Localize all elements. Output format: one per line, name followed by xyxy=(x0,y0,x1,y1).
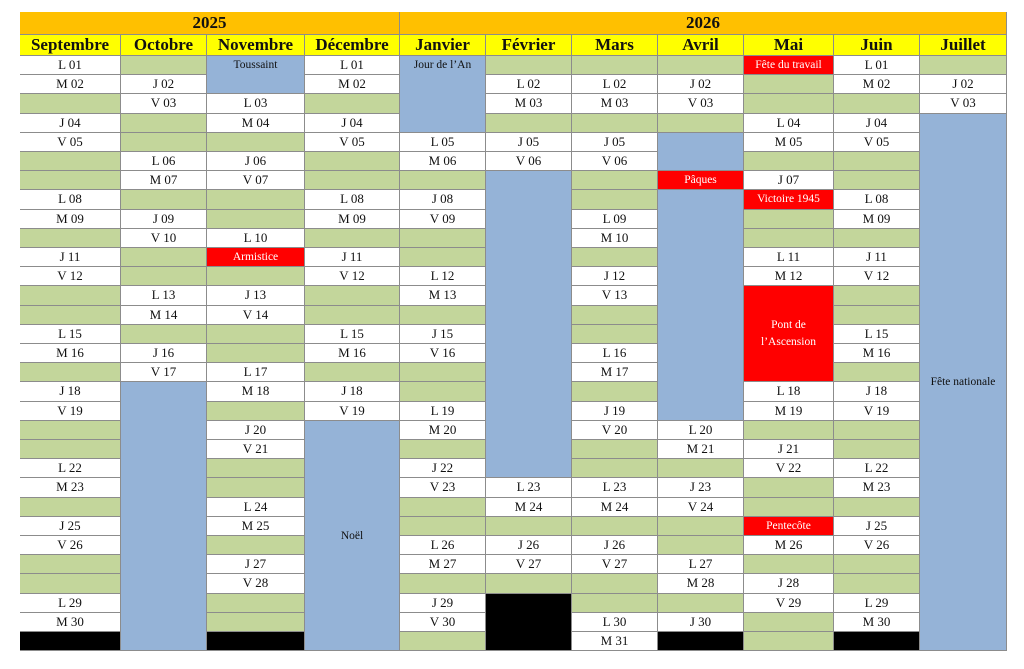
day-cell: M 25 xyxy=(207,517,305,536)
day-cell: M 23 xyxy=(20,478,121,498)
day-cell: J 25 xyxy=(834,517,920,536)
day-cell: L 23 xyxy=(486,478,572,498)
day-cell: M 03 xyxy=(486,94,572,114)
day-cell: L 04 xyxy=(744,114,834,133)
day-cell: L 24 xyxy=(207,498,305,517)
day-cell: L 29 xyxy=(834,594,920,613)
day-cell: L 27 xyxy=(658,555,744,574)
day-cell: V 14 xyxy=(207,306,305,325)
weekend-cell xyxy=(305,306,400,325)
day-cell: L 29 xyxy=(20,594,121,613)
day-cell: V 03 xyxy=(658,94,744,114)
weekend-cell xyxy=(834,555,920,574)
day-cell: V 24 xyxy=(658,498,744,517)
day-cell: L 02 xyxy=(486,75,572,94)
weekend-cell xyxy=(20,440,121,459)
day-cell: V 27 xyxy=(572,555,658,574)
day-cell: V 19 xyxy=(834,402,920,421)
weekend-cell xyxy=(20,306,121,325)
day-cell: J 16 xyxy=(121,344,207,363)
day-cell: M 09 xyxy=(305,210,400,229)
holiday-period-cell xyxy=(486,171,572,478)
day-cell: M 03 xyxy=(572,94,658,114)
weekend-cell xyxy=(744,421,834,440)
weekend-cell xyxy=(207,594,305,613)
day-cell: V 06 xyxy=(486,152,572,171)
weekend-cell xyxy=(207,459,305,478)
weekend-cell xyxy=(400,363,486,382)
weekend-cell xyxy=(305,94,400,114)
day-cell: M 24 xyxy=(572,498,658,517)
public-holiday-cell: Pentecôte xyxy=(744,517,834,536)
weekend-cell xyxy=(572,56,658,75)
day-cell: J 30 xyxy=(658,613,744,632)
day-cell: L 15 xyxy=(20,325,121,344)
weekend-cell xyxy=(400,171,486,190)
weekend-cell xyxy=(744,152,834,171)
weekend-cell xyxy=(486,114,572,133)
day-cell: J 09 xyxy=(121,210,207,229)
day-cell: V 20 xyxy=(572,421,658,440)
day-cell: V 10 xyxy=(121,229,207,248)
day-cell: L 09 xyxy=(572,210,658,229)
weekend-cell xyxy=(744,229,834,248)
day-cell: V 09 xyxy=(400,210,486,229)
day-cell: L 26 xyxy=(400,536,486,555)
weekend-cell xyxy=(20,421,121,440)
day-cell: J 22 xyxy=(400,459,486,478)
weekend-cell xyxy=(834,171,920,190)
day-cell: J 04 xyxy=(305,114,400,133)
empty-cell xyxy=(834,632,920,651)
day-cell: L 06 xyxy=(121,152,207,171)
holiday-period-cell xyxy=(658,133,744,171)
day-cell: J 02 xyxy=(920,75,1007,94)
day-cell: J 18 xyxy=(20,382,121,402)
day-cell: M 13 xyxy=(400,286,486,306)
day-cell: M 28 xyxy=(658,574,744,594)
day-cell: J 27 xyxy=(207,555,305,574)
weekend-cell xyxy=(121,114,207,133)
day-cell: V 07 xyxy=(207,171,305,190)
month-header: Juin xyxy=(834,35,920,56)
weekend-cell xyxy=(572,190,658,210)
day-cell: L 23 xyxy=(572,478,658,498)
weekend-cell xyxy=(400,517,486,536)
weekend-cell xyxy=(658,56,744,75)
weekend-cell xyxy=(305,171,400,190)
weekend-cell xyxy=(572,382,658,402)
day-cell: J 19 xyxy=(572,402,658,421)
day-cell: J 11 xyxy=(834,248,920,267)
day-cell: L 30 xyxy=(572,613,658,632)
day-cell: M 19 xyxy=(744,402,834,421)
weekend-cell xyxy=(305,363,400,382)
day-cell: J 21 xyxy=(744,440,834,459)
day-cell: L 20 xyxy=(658,421,744,440)
day-cell: V 28 xyxy=(207,574,305,594)
weekend-cell xyxy=(744,75,834,94)
day-cell: J 05 xyxy=(486,133,572,152)
weekend-cell xyxy=(834,574,920,594)
weekend-cell xyxy=(572,440,658,459)
empty-cell xyxy=(658,632,744,651)
day-cell: L 05 xyxy=(400,133,486,152)
day-cell: L 08 xyxy=(20,190,121,210)
month-header: Novembre xyxy=(207,35,305,56)
day-cell: M 04 xyxy=(207,114,305,133)
weekend-cell xyxy=(207,133,305,152)
month-header: Décembre xyxy=(305,35,400,56)
day-cell: J 02 xyxy=(658,75,744,94)
weekend-cell xyxy=(834,421,920,440)
weekend-cell xyxy=(486,517,572,536)
public-holiday-cell: Pâques xyxy=(658,171,744,190)
public-holiday-cell: Armistice xyxy=(207,248,305,267)
day-cell: M 16 xyxy=(834,344,920,363)
day-cell: J 06 xyxy=(207,152,305,171)
weekend-cell xyxy=(20,286,121,306)
month-header: Mai xyxy=(744,35,834,56)
day-cell: V 29 xyxy=(744,594,834,613)
day-cell: M 06 xyxy=(400,152,486,171)
day-cell: V 03 xyxy=(920,94,1007,114)
day-cell: V 05 xyxy=(305,133,400,152)
holiday-period-cell: Toussaint xyxy=(207,56,305,94)
day-cell: L 15 xyxy=(305,325,400,344)
day-cell: M 09 xyxy=(834,210,920,229)
day-cell: J 11 xyxy=(305,248,400,267)
weekend-cell xyxy=(20,229,121,248)
day-cell: M 17 xyxy=(572,363,658,382)
weekend-cell xyxy=(207,325,305,344)
weekend-cell xyxy=(207,344,305,363)
day-cell: L 13 xyxy=(121,286,207,306)
weekend-cell xyxy=(658,536,744,555)
day-cell: J 26 xyxy=(486,536,572,555)
day-cell: M 02 xyxy=(20,75,121,94)
day-cell: V 05 xyxy=(20,133,121,152)
day-cell: L 08 xyxy=(834,190,920,210)
day-cell: L 19 xyxy=(400,402,486,421)
public-holiday-cell: Fête du travail xyxy=(744,56,834,75)
day-cell: J 07 xyxy=(744,171,834,190)
day-cell: J 18 xyxy=(834,382,920,402)
weekend-cell xyxy=(400,229,486,248)
school-calendar-table xyxy=(20,12,1007,654)
day-cell: V 12 xyxy=(834,267,920,286)
weekend-cell xyxy=(744,613,834,632)
day-cell: V 05 xyxy=(834,133,920,152)
day-cell: V 26 xyxy=(20,536,121,555)
day-cell: J 20 xyxy=(207,421,305,440)
weekend-cell xyxy=(20,574,121,594)
year-header-2026: 2026 xyxy=(400,12,1007,35)
day-cell: M 26 xyxy=(744,536,834,555)
weekend-cell xyxy=(207,267,305,286)
day-cell: V 12 xyxy=(20,267,121,286)
weekend-cell xyxy=(572,114,658,133)
day-cell: V 19 xyxy=(305,402,400,421)
weekend-cell xyxy=(834,152,920,171)
day-cell: L 03 xyxy=(207,94,305,114)
day-cell: V 30 xyxy=(400,613,486,632)
weekend-cell xyxy=(207,210,305,229)
month-header: Avril xyxy=(658,35,744,56)
weekend-cell xyxy=(834,306,920,325)
weekend-cell xyxy=(744,94,834,114)
day-cell: V 16 xyxy=(400,344,486,363)
day-cell: L 22 xyxy=(20,459,121,478)
weekend-cell xyxy=(572,594,658,613)
day-cell: J 18 xyxy=(305,382,400,402)
weekend-cell xyxy=(121,133,207,152)
day-cell: J 15 xyxy=(400,325,486,344)
day-cell: L 08 xyxy=(305,190,400,210)
day-cell: J 05 xyxy=(572,133,658,152)
weekend-cell xyxy=(305,229,400,248)
weekend-cell xyxy=(207,402,305,421)
weekend-cell xyxy=(400,440,486,459)
weekend-cell xyxy=(121,325,207,344)
weekend-cell xyxy=(572,248,658,267)
weekend-cell xyxy=(207,613,305,632)
weekend-cell xyxy=(305,152,400,171)
weekend-cell xyxy=(400,382,486,402)
day-cell: V 27 xyxy=(486,555,572,574)
day-cell: M 24 xyxy=(486,498,572,517)
weekend-cell xyxy=(744,555,834,574)
month-header: Octobre xyxy=(121,35,207,56)
day-cell: L 18 xyxy=(744,382,834,402)
weekend-cell xyxy=(121,267,207,286)
weekend-cell xyxy=(20,152,121,171)
day-cell: V 21 xyxy=(207,440,305,459)
day-cell: J 13 xyxy=(207,286,305,306)
weekend-cell xyxy=(20,498,121,517)
day-cell: M 05 xyxy=(744,133,834,152)
day-cell: L 11 xyxy=(744,248,834,267)
weekend-cell xyxy=(400,498,486,517)
day-cell: M 14 xyxy=(121,306,207,325)
weekend-cell xyxy=(834,498,920,517)
day-cell: J 08 xyxy=(400,190,486,210)
day-cell: L 17 xyxy=(207,363,305,382)
day-cell: M 12 xyxy=(744,267,834,286)
empty-cell xyxy=(20,632,121,651)
day-cell: J 28 xyxy=(744,574,834,594)
day-cell: V 06 xyxy=(572,152,658,171)
day-cell: M 10 xyxy=(572,229,658,248)
weekend-cell xyxy=(658,517,744,536)
day-cell: J 04 xyxy=(20,114,121,133)
day-cell: J 11 xyxy=(20,248,121,267)
month-header: Septembre xyxy=(20,35,121,56)
day-cell: J 12 xyxy=(572,267,658,286)
day-cell: V 12 xyxy=(305,267,400,286)
weekend-cell xyxy=(658,114,744,133)
weekend-cell xyxy=(744,478,834,498)
month-header: Mars xyxy=(572,35,658,56)
day-cell: V 13 xyxy=(572,286,658,306)
weekend-cell xyxy=(400,306,486,325)
day-cell: L 02 xyxy=(572,75,658,94)
day-cell: L 01 xyxy=(20,56,121,75)
day-cell: M 27 xyxy=(400,555,486,574)
day-cell: M 30 xyxy=(20,613,121,632)
day-cell: M 21 xyxy=(658,440,744,459)
weekend-cell xyxy=(305,286,400,306)
weekend-cell xyxy=(572,459,658,478)
day-cell: M 31 xyxy=(572,632,658,651)
month-header: Juillet xyxy=(920,35,1007,56)
day-cell: J 04 xyxy=(834,114,920,133)
day-cell: L 01 xyxy=(305,56,400,75)
weekend-cell xyxy=(572,171,658,190)
day-cell: L 12 xyxy=(400,267,486,286)
weekend-cell xyxy=(658,594,744,613)
empty-cell xyxy=(486,594,572,651)
day-cell: M 20 xyxy=(400,421,486,440)
day-cell: J 29 xyxy=(400,594,486,613)
day-cell: V 17 xyxy=(121,363,207,382)
month-header: Janvier xyxy=(400,35,486,56)
day-cell: V 26 xyxy=(834,536,920,555)
weekend-cell xyxy=(400,632,486,651)
day-cell: J 26 xyxy=(572,536,658,555)
weekend-cell xyxy=(207,478,305,498)
weekend-cell xyxy=(121,248,207,267)
weekend-cell xyxy=(20,171,121,190)
holiday-period-cell: Noël xyxy=(305,421,400,651)
day-cell: M 23 xyxy=(834,478,920,498)
day-cell: J 02 xyxy=(121,75,207,94)
day-cell: M 16 xyxy=(305,344,400,363)
day-cell: M 30 xyxy=(834,613,920,632)
day-cell: J 23 xyxy=(658,478,744,498)
day-cell: M 09 xyxy=(20,210,121,229)
weekend-cell xyxy=(744,210,834,229)
weekend-cell xyxy=(744,632,834,651)
weekend-cell xyxy=(486,56,572,75)
day-cell: L 16 xyxy=(572,344,658,363)
weekend-cell xyxy=(121,190,207,210)
weekend-cell xyxy=(744,498,834,517)
weekend-cell xyxy=(572,574,658,594)
day-cell: L 01 xyxy=(834,56,920,75)
holiday-period-cell: Fête nationale xyxy=(920,114,1007,651)
weekend-cell xyxy=(486,574,572,594)
day-cell: V 03 xyxy=(121,94,207,114)
weekend-cell xyxy=(400,574,486,594)
holiday-period-cell xyxy=(121,382,207,651)
month-header: Février xyxy=(486,35,572,56)
day-cell: L 15 xyxy=(834,325,920,344)
weekend-cell xyxy=(834,229,920,248)
weekend-cell xyxy=(920,56,1007,75)
empty-cell xyxy=(207,632,305,651)
day-cell: L 10 xyxy=(207,229,305,248)
weekend-cell xyxy=(572,306,658,325)
weekend-cell xyxy=(658,459,744,478)
weekend-cell xyxy=(834,363,920,382)
day-cell: M 07 xyxy=(121,171,207,190)
weekend-cell xyxy=(20,555,121,574)
weekend-cell xyxy=(572,517,658,536)
weekend-cell xyxy=(207,190,305,210)
weekend-cell xyxy=(834,286,920,306)
holiday-period-cell: Jour de l’An xyxy=(400,56,486,133)
public-holiday-cell: Pont de l’Ascension xyxy=(744,286,834,382)
weekend-cell xyxy=(400,248,486,267)
day-cell: M 16 xyxy=(20,344,121,363)
day-cell: M 02 xyxy=(305,75,400,94)
day-cell: L 22 xyxy=(834,459,920,478)
holiday-period-cell xyxy=(658,190,744,421)
public-holiday-cell: Victoire 1945 xyxy=(744,190,834,210)
year-header-2025: 2025 xyxy=(20,12,400,35)
day-cell: V 19 xyxy=(20,402,121,421)
weekend-cell xyxy=(572,325,658,344)
weekend-cell xyxy=(834,440,920,459)
weekend-cell xyxy=(121,56,207,75)
weekend-cell xyxy=(207,536,305,555)
day-cell: M 02 xyxy=(834,75,920,94)
weekend-cell xyxy=(834,94,920,114)
day-cell: V 22 xyxy=(744,459,834,478)
day-cell: M 18 xyxy=(207,382,305,402)
weekend-cell xyxy=(20,363,121,382)
day-cell: J 25 xyxy=(20,517,121,536)
weekend-cell xyxy=(20,94,121,114)
day-cell: V 23 xyxy=(400,478,486,498)
